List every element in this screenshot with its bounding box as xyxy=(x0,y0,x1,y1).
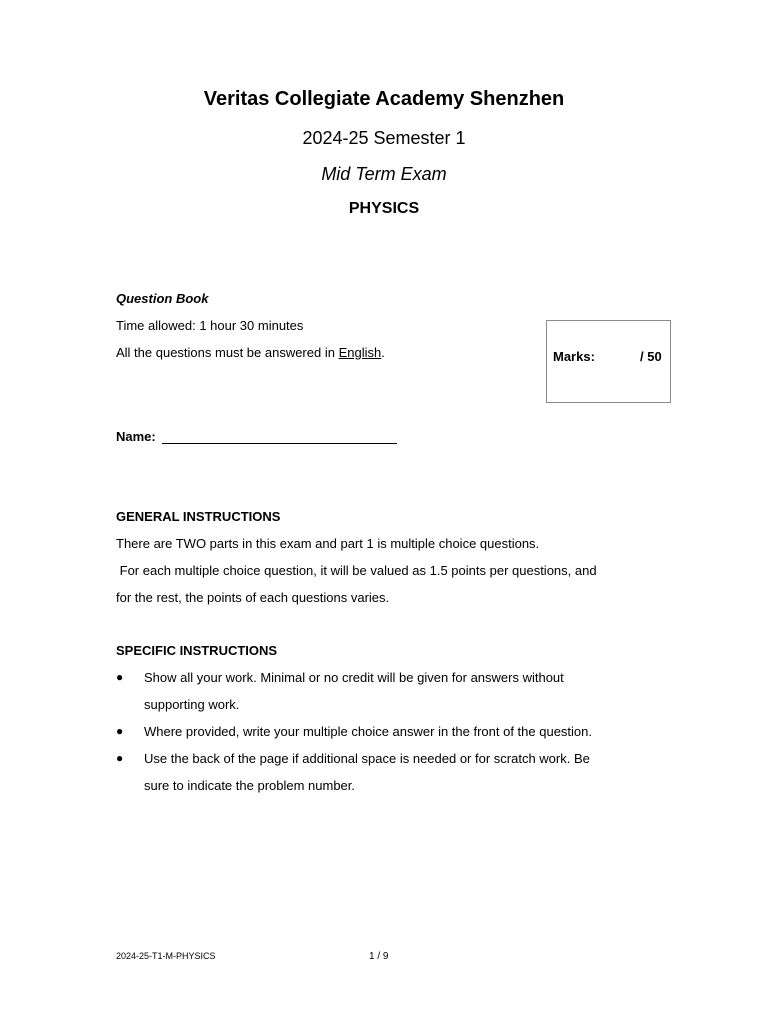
general-instructions-heading: GENERAL INSTRUCTIONS xyxy=(116,509,281,524)
specific-instruction-line: supporting work. xyxy=(144,697,240,712)
language-suffix: . xyxy=(381,345,385,360)
footer-code: 2024-25-T1-M-PHYSICS xyxy=(116,951,216,961)
semester-label: 2024-25 Semester 1 xyxy=(302,128,466,148)
bullet-icon: ● xyxy=(116,670,124,684)
school-title: Veritas Collegiate Academy Shenzhen xyxy=(203,88,565,110)
general-instruction-line: There are TWO parts in this exam and part 1 is multiple choice questions. xyxy=(116,536,540,551)
specific-instruction-line: Show all your work. Minimal or no credit will be given for answers without xyxy=(144,670,564,685)
specific-instructions-heading: SPECIFIC INSTRUCTIONS xyxy=(116,643,278,658)
language-value: English xyxy=(338,345,382,360)
marks-total: / 50 xyxy=(640,349,662,364)
subject-title: PHYSICS xyxy=(348,200,420,217)
marks-label: Marks: xyxy=(553,349,595,364)
exam-type: Mid Term Exam xyxy=(321,164,447,184)
general-instruction-text: For each multiple choice question, it will be valued as 1.5 points per questions, and xyxy=(119,563,597,578)
language-prefix: All the questions must be answered in xyxy=(116,345,339,360)
language-requirement xyxy=(116,345,385,360)
bullet-icon: ● xyxy=(116,724,124,738)
general-instruction-line xyxy=(116,563,597,578)
specific-instruction-line: Use the back of the page if additional space is needed or for scratch work. Be xyxy=(144,751,590,766)
specific-instruction-line: sure to indicate the problem number. xyxy=(144,778,356,793)
bullet-icon: ● xyxy=(116,751,124,765)
general-instruction-line: for the rest, the points of each questions varies. xyxy=(116,590,390,605)
name-field[interactable] xyxy=(162,443,397,444)
page-number: 1 / 9 xyxy=(369,951,389,962)
name-label: Name: xyxy=(116,429,156,444)
time-allowed: Time allowed: 1 hour 30 minutes xyxy=(116,318,304,333)
specific-instruction-line: Where provided, write your multiple choice answer in the front of the question. xyxy=(144,724,593,739)
question-book-label: Question Book xyxy=(116,291,209,306)
